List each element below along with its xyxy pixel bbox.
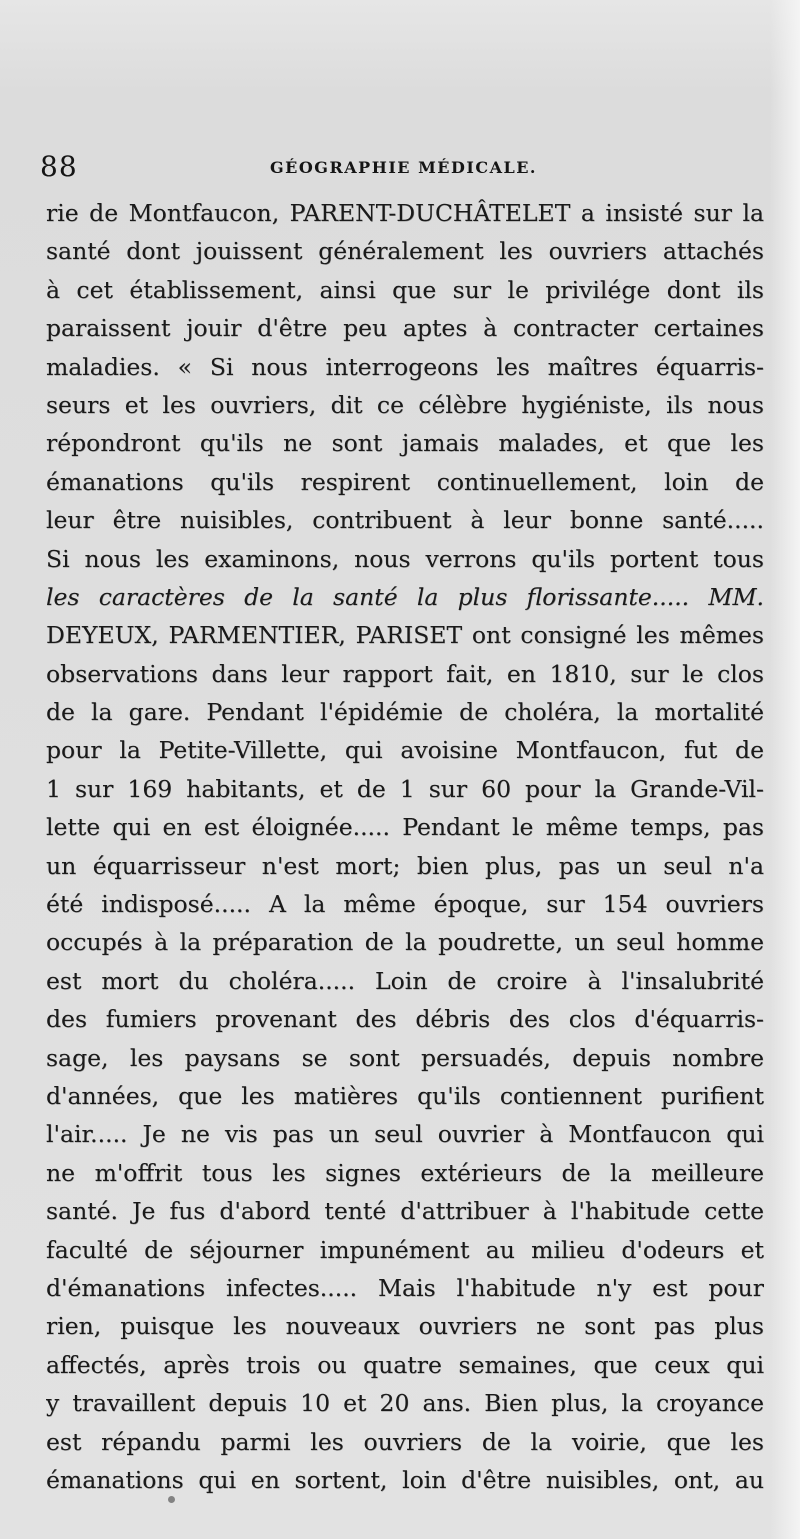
running-title: GÉOGRAPHIE MÉDICALE. [270, 158, 537, 177]
text-line: paraissent jouir d'être peu aptes à contracter certaines [46, 314, 764, 343]
text-line: faculté de séjourner impunément au milieu d'odeurs et [46, 1235, 764, 1264]
text-line: sage, les paysans se sont persuadés, depuis nombre [46, 1043, 764, 1072]
text-line: des fumiers provenant des débris des clos d'équarris- [46, 1005, 764, 1034]
text-line: seurs et les ouvriers, dit ce célèbre hygiéniste, ils nous [46, 390, 764, 419]
text-line: DEYEUX, PARMENTIER, PARISET ont consigné les mêmes [46, 621, 764, 650]
text-line: affectés, après trois ou quatre semaines, que ceux qui [46, 1350, 764, 1379]
text-line: santé dont jouissent généralement les ouvriers attachés [46, 237, 764, 266]
text-line: observations dans leur rapport fait, en 1810, sur le clos [46, 659, 764, 688]
text-line: Si nous les examinons, nous verrons qu'ils portent tous [46, 544, 764, 573]
text-line: santé. Je fus d'abord tenté d'attribuer à l'habitude cette [46, 1197, 764, 1226]
text-line: l'air..... Je ne vis pas un seul ouvrier à Montfaucon qui [46, 1120, 764, 1149]
page-number: 88 [40, 150, 78, 183]
text-line: est mort du choléra..... Loin de croire à l'insalubrité [46, 966, 764, 995]
text-line: à cet établissement, ainsi que sur le privilége dont ils [46, 275, 764, 304]
text-line: leur être nuisibles, contribuent à leur bonne santé..... [46, 506, 764, 535]
text-line: 1 sur 169 habitants, et de 1 sur 60 pour la Grande-Vil- [46, 774, 764, 803]
text-line: répondront qu'ils ne sont jamais malades, et que les [46, 429, 764, 458]
ink-spot [168, 1496, 175, 1503]
text-line: y travaillent depuis 10 et 20 ans. Bien plus, la croyance [46, 1389, 764, 1418]
text-line: pour la Petite-Villette, qui avoisine Montfaucon, fut de [46, 736, 764, 765]
text-line: de la gare. Pendant l'épidémie de choléra, la mortalité [46, 698, 764, 727]
text-line: émanations qui en sortent, loin d'être nuisibles, ont, au [46, 1465, 764, 1494]
page-header [40, 150, 760, 190]
text-line: rien, puisque les nouveaux ouvriers ne sont pas plus [46, 1312, 764, 1341]
body-text [46, 194, 764, 1499]
text-line: d'années, que les matières qu'ils contiennent purifient [46, 1081, 764, 1110]
text-line: d'émanations infectes..... Mais l'habitude n'y est pour [46, 1273, 764, 1302]
text-line: émanations qu'ils respirent continuellement, loin de [46, 467, 764, 496]
text-line: ne m'offrit tous les signes extérieurs de la meilleure [46, 1158, 764, 1187]
text-line: lette qui en est éloignée..... Pendant le même temps, pas [46, 813, 764, 842]
text-line: été indisposé..... A la même époque, sur 154 ouvriers [46, 890, 764, 919]
text-line: les caractères de la santé la plus florissante..... MM. [46, 582, 764, 611]
text-line: maladies. « Si nous interrogeons les maîtres équarris- [46, 352, 764, 381]
text-line: occupés à la préparation de la poudrette, un seul homme [46, 928, 764, 957]
text-line: est répandu parmi les ouvriers de la voirie, que les [46, 1427, 764, 1456]
text-line: un équarrisseur n'est mort; bien plus, pas un seul n'a [46, 851, 764, 880]
text-line: rie de Montfaucon, PARENT-DUCHÂTELET a insisté sur la [46, 199, 764, 227]
